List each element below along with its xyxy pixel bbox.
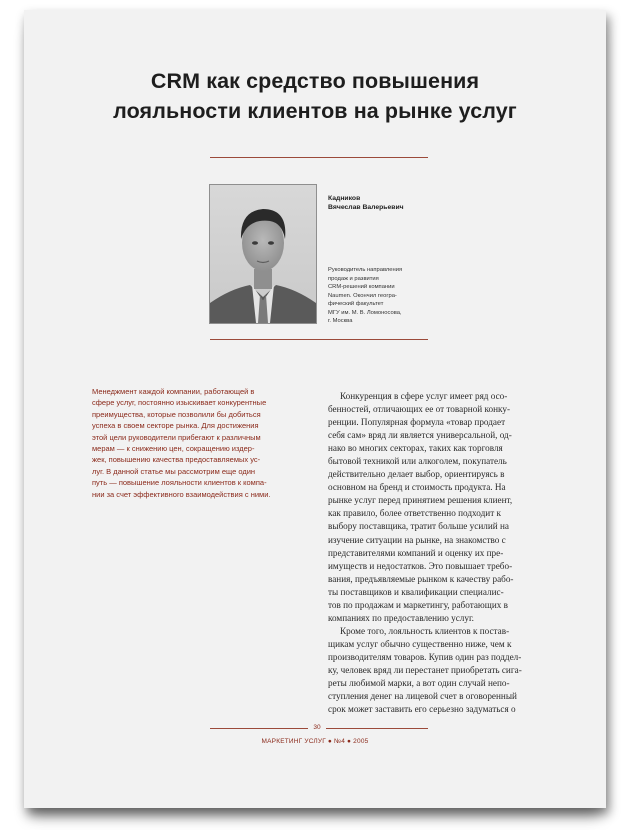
body-line: изучение ситуации на рынке, на знакомство с xyxy=(328,534,506,545)
lead-line: путь — повышение лояльности клиентов к компа- xyxy=(92,478,267,488)
body-line: вания, предъявляемые рынком к качеству рабо- xyxy=(328,573,514,584)
body-line: рынке услуг перед принятием решения клиент, xyxy=(328,495,513,506)
author-photo xyxy=(209,184,317,324)
body-line: компаниях по предоставлению услуг. xyxy=(328,612,474,623)
body-text-column xyxy=(328,390,550,716)
body-line: производителям товаров. Купив один раз поддел- xyxy=(328,651,522,662)
author-name xyxy=(328,194,404,212)
body-line: нако во многих секторах, таких как торговля xyxy=(328,443,503,454)
author-name-line: Кадников xyxy=(328,195,361,202)
author-bio xyxy=(328,266,424,326)
body-line: ренции. Популярная формула «товар продает xyxy=(328,417,506,428)
lead-line: преимущества, которые позволили бы добиться xyxy=(92,409,261,419)
author-bio-line: г. Москва xyxy=(328,318,353,324)
body-line: себя сам» вряд ли является универсальной, од- xyxy=(328,430,512,441)
lead-line: мерам — к снижению цен, сокращению издер- xyxy=(92,444,255,454)
body-line: тов по продажам и маркетингу, работающих в xyxy=(328,599,508,610)
lead-line: Менеджмент каждой компании, работающей в xyxy=(92,387,255,396)
lead-line: успеха в своем секторе рынка. Для достижения xyxy=(92,421,259,431)
body-line: ступления денег на лицевой счет в оговоренный xyxy=(328,691,517,702)
body-line: представителями компаний и оценку их пре- xyxy=(328,547,504,558)
article-title-line: лояльности клиентов на рынке услуг xyxy=(113,99,517,123)
article-title-line: CRM как средство повышения xyxy=(150,69,480,93)
author-divider xyxy=(210,339,428,340)
author-portrait-image xyxy=(210,185,316,323)
body-line: имуществ и недостатков. Это повышает требо- xyxy=(328,560,513,571)
body-line: бытовой техникой или алкоголем, покупатель xyxy=(328,456,507,467)
body-line: ку, человек вряд ли перестанет приобретать сига- xyxy=(328,664,522,675)
body-line: реты любимой марки, а вот один случай непо- xyxy=(328,678,510,689)
author-bio-line: Naumen. Окончил геогра- xyxy=(328,292,397,299)
lead-line: луг. В данной статье мы рассмотрим еще один xyxy=(92,466,256,476)
magazine-page xyxy=(24,10,606,808)
lead-line: сфере услуг, постоянно изыскивает конкурентные xyxy=(92,398,267,408)
page-number: 30 xyxy=(313,724,321,731)
author-bio-line: Руководитель направления xyxy=(328,267,403,273)
body-line: Кроме того, лояльность клиентов к постав- xyxy=(340,625,510,636)
lead-line: жек, повышению качества предоставляемых ус- xyxy=(92,455,261,465)
article-title xyxy=(24,66,606,126)
author-bio-line: CRM-решений компании xyxy=(328,284,395,290)
title-divider xyxy=(210,157,428,158)
body-line: как правило, более ответственно подходит к xyxy=(328,508,501,519)
body-line: выбору поставщика, тратит больше усилий на xyxy=(328,521,509,532)
footer-rule-left xyxy=(210,728,308,729)
author-bio-line: МГУ им. М. В. Ломоносова, xyxy=(328,309,402,316)
body-line: срок может заставить его серьезно задуматься о xyxy=(328,704,516,715)
author-name-line: Вячеслав Валерьевич xyxy=(328,204,404,211)
body-line: действительно делает выбор, ориентируясь в xyxy=(328,469,505,480)
footer-rule-right xyxy=(326,728,428,729)
body-line: Конкуренция в сфере услуг имеет ряд осо- xyxy=(340,391,508,401)
body-line: ты поставщиков и квалификации специалис- xyxy=(328,586,504,597)
lead-line: нии за счет эффективного взаимодействия с ними. xyxy=(92,489,271,499)
author-bio-line: фический факультет xyxy=(328,301,384,307)
lead-paragraph xyxy=(92,386,314,500)
body-line: бенностей, отличающих ее от товарной конку- xyxy=(328,404,511,415)
body-line: основном на бренд и стоимость продукта. На xyxy=(328,482,506,493)
author-bio-line: продаж и развития xyxy=(328,275,379,282)
journal-footer: МАРКЕТИНГ УСЛУГ ● №4 ● 2005 xyxy=(261,738,369,745)
lead-line: этой цели руководители прибегают к различным xyxy=(92,432,261,442)
body-line: щикам услуг обычно существенно ниже, чем к xyxy=(328,638,512,649)
